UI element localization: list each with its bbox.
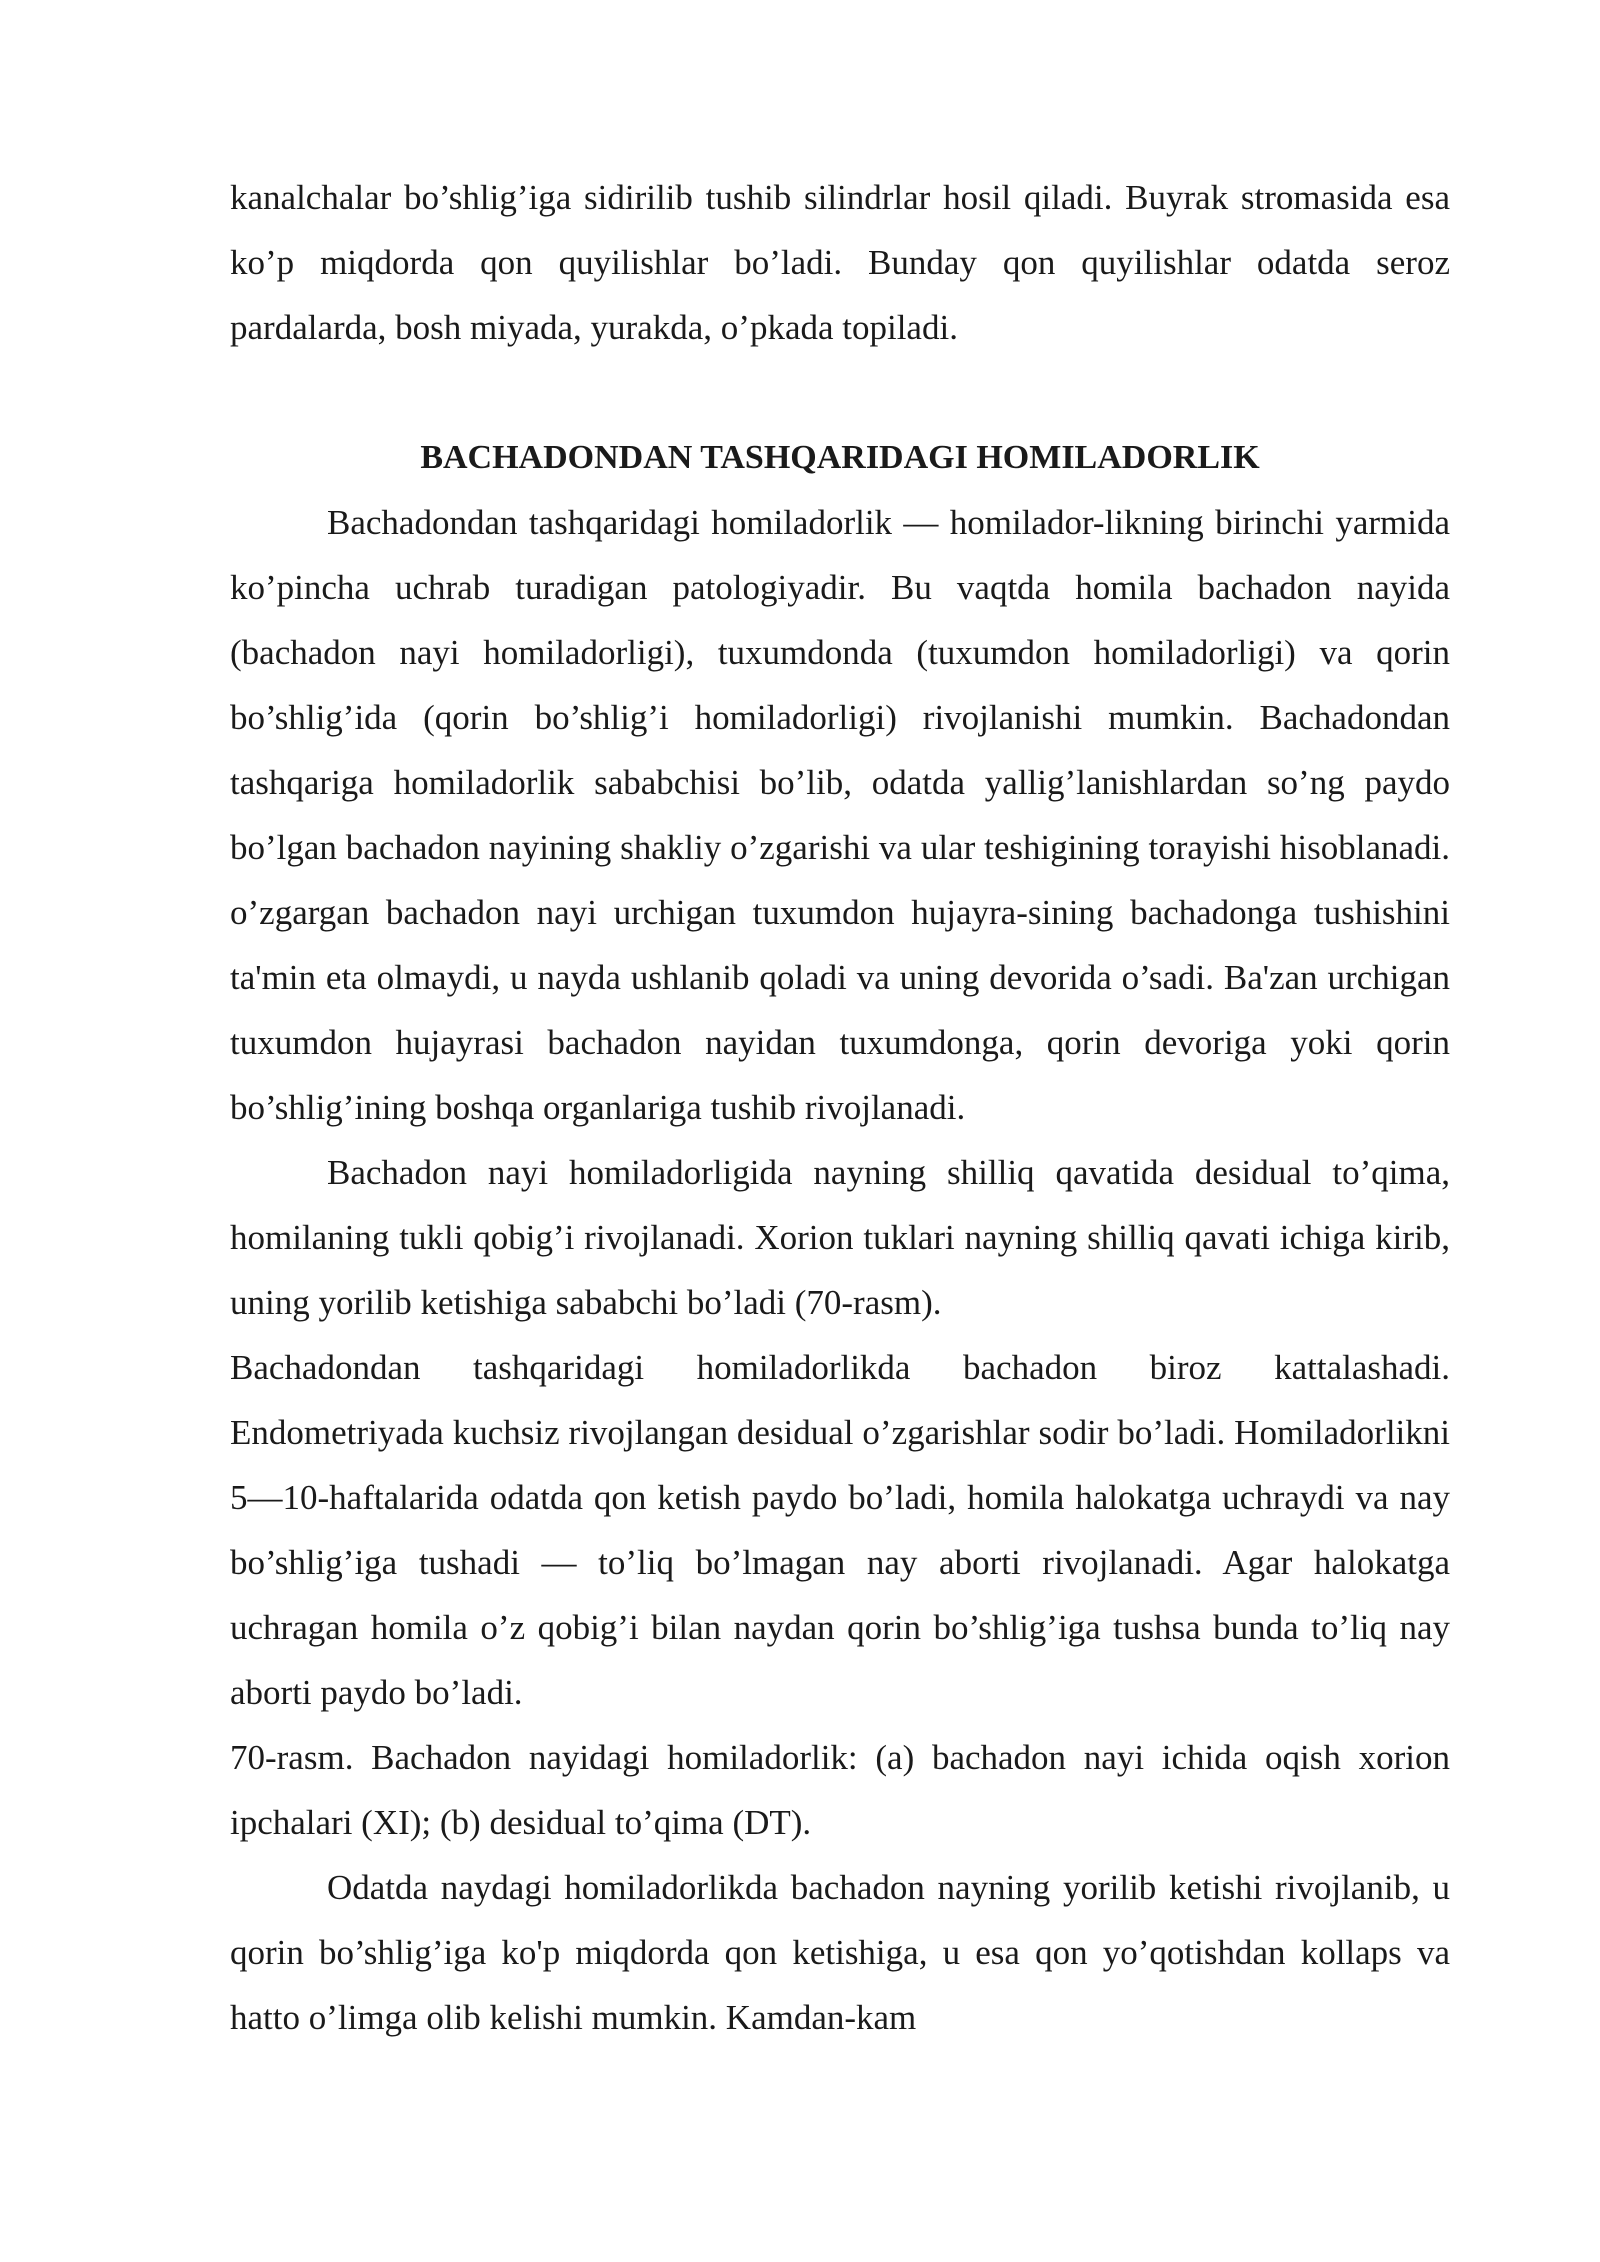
paragraph-intro: kanalchalar bo’shlig’iga sidirilib tushib silindrlar hosil qiladi. Buyrak stromasida esa ko’p miqdorda qon quyilishlar bo’ladi. Bunday qon quyilishlar odatda seroz pardalarda, bosh miyada, yurakda, o’pkada topiladi. <box>230 178 1450 347</box>
paragraph-tubal: Bachadon nayi homiladorligida nayning shilliq qavatida desidual to’qima, homilaning tukli qobig’i rivojlanadi. Xorion tuklari nayning shilliq qavati ichiga kirib, uning yorilib ketishiga sababchi bo’ladi (70-rasm). <box>230 1153 1450 1322</box>
section-heading: BACHADONDAN TASHQARIDAGI HOMILADORLIK <box>420 439 1260 476</box>
paragraph-uterus-changes: Bachadondan tashqaridagi homiladorlikda bachadon biroz kattalashadi. Endometriyada kuchsiz rivojlangan desidual o’zgarishlar sodir bo’ladi. Homiladorlikni 5—10-haftalarida odatda qon ketish paydo bo’ladi, homila halokatga uchraydi va nay bo’shlig’iga tushadi — to’liq bo’lmagan nay aborti rivojlanadi. Agar halokatga uchragan homila o’z qobig’i bilan naydan qorin bo’shlig’iga tushsa bunda to’liq nay aborti paydo bo’ladi. <box>230 1348 1450 1712</box>
document-page <box>230 165 1450 2050</box>
paragraph-rupture: Odatda naydagi homiladorlikda bachadon nayning yorilib ketishi rivojlanib, u qorin bo’shlig’iga ko'p miqdorda qon ketishiga, u esa qon yo’qotishdan kollaps va hatto o’limga olib kelishi mumkin. Kamdan-kam <box>230 1868 1450 2037</box>
figure-caption: 70-rasm. Bachadon nayidagi homiladorlik: (a) bachadon nayi ichida oqish xorion ipchalari (XI); (b) desidual to’qima (DT). <box>230 1738 1450 1842</box>
paragraph-definition: Bachadondan tashqaridagi homiladorlik — homilador-likning birinchi yarmida ko’pincha uchrab turadigan patologiyadir. Bu vaqtda homila bachadon nayida (bachadon nayi homiladorligi), tuxumdonda (tuxumdon homiladorligi) va qorin bo’shlig’ida (qorin bo’shlig’i homiladorligi) rivojlanishi mumkin. Bachadondan tashqariga homiladorlik sababchisi bo’lib, odatda yallig’lanishlardan so’ng paydo bo’lgan bachadon nayining shakliy o’zgarishi va ular teshigining torayishi hisoblanadi. o’zgargan bachadon nayi urchigan tuxumdon hujayra-sining bachadonga tushishini ta'min eta olmaydi, u nayda ushlanib qoladi va uning devorida o’sadi. Ba'zan urchigan tuxumdon hujayrasi bachadon nayidan tuxumdonga, qorin devoriga yoki qorin bo’shlig’ining boshqa organlariga tushib rivojlanadi. <box>230 503 1450 1127</box>
